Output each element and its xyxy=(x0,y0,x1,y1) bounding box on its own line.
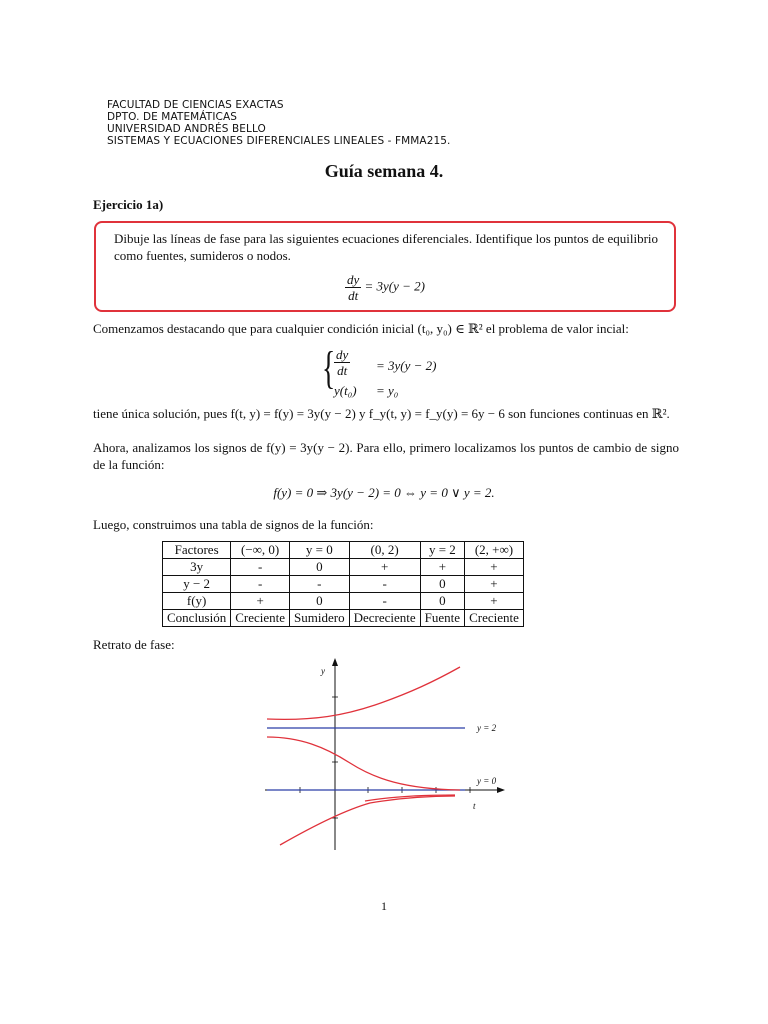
solution-curve-above-2 xyxy=(267,667,460,719)
header-university: UNIVERSIDAD ANDRÉS BELLO xyxy=(107,123,266,135)
t-axis-arrow xyxy=(497,787,505,793)
solution-curve-between xyxy=(267,737,460,790)
paragraph-initial-condition: Comenzamos destacando que para cualquier condición inicial (t₀, y₀) ∈ ℝ² el problema de valor incial: xyxy=(93,321,629,336)
phase-portrait-plot xyxy=(255,655,515,855)
table-row xyxy=(163,559,524,576)
table-cell: f(y) xyxy=(163,593,231,610)
table-cell: (−∞, 0) xyxy=(231,542,290,559)
table-cell: + xyxy=(420,559,464,576)
table-cell: Factores xyxy=(163,542,231,559)
table-cell: Conclusión xyxy=(163,610,231,627)
table-cell: + xyxy=(349,559,420,576)
table-row xyxy=(163,593,524,610)
y-axis-label: y xyxy=(321,666,325,676)
table-cell: 0 xyxy=(420,593,464,610)
system-row-1 xyxy=(334,347,350,378)
fraction-denominator: dt xyxy=(348,288,359,303)
system-derivative xyxy=(334,347,350,378)
sign-table xyxy=(162,541,524,627)
table-row xyxy=(163,610,524,627)
table-cell: 0 xyxy=(290,559,350,576)
table-cell: - xyxy=(231,576,290,593)
paragraph-sign-analysis: Ahora, analizamos los signos de f(y) = 3y(y − 2). Para ello, primero localizamos los puntos de cambio de signo de la función: xyxy=(93,440,679,472)
problem-equation xyxy=(96,272,674,303)
phase-portrait-label: Retrato de fase: xyxy=(93,637,175,652)
system-denominator: dt xyxy=(337,363,348,378)
system-row-1-rhs: = 3y(y − 2) xyxy=(376,358,437,373)
problem-box xyxy=(94,221,676,312)
table-cell: - xyxy=(231,559,290,576)
page-number: 1 xyxy=(381,899,387,913)
exercise-label: Ejercicio 1a) xyxy=(93,197,164,212)
table-cell: (2, +∞) xyxy=(465,542,524,559)
table-cell: + xyxy=(231,593,290,610)
header-course: SISTEMAS Y ECUACIONES DIFERENCIALES LINEALES - FMMA215. xyxy=(107,135,451,147)
table-cell: + xyxy=(465,593,524,610)
table-cell: 0 xyxy=(290,593,350,610)
t-axis-label: t xyxy=(473,801,476,811)
y-axis-arrow xyxy=(332,658,338,666)
equilibrium-label-y2: y = 2 xyxy=(477,723,497,733)
system-row-2-lhs: y(t₀) xyxy=(334,383,357,398)
table-cell: Creciente xyxy=(465,610,524,627)
equation-rhs: = 3y(y − 2) xyxy=(364,278,426,294)
table-cell: 0 xyxy=(420,576,464,593)
table-cell: - xyxy=(349,593,420,610)
table-cell: y = 2 xyxy=(420,542,464,559)
table-cell: + xyxy=(465,559,524,576)
fraction-numerator: dy xyxy=(346,272,360,287)
table-cell: Fuente xyxy=(420,610,464,627)
solution-curve-below-0 xyxy=(280,796,455,845)
roots-equation: f(y) = 0 ⇒ 3y(y − 2) = 0 ⇔ y = 0 ∨ y = 2. xyxy=(273,485,495,500)
table-cell: 3y xyxy=(163,559,231,576)
paragraph-table-intro: Luego, construimos una tabla de signos de la función: xyxy=(93,517,374,532)
header-department: DPTO. DE MATEMÁTICAS xyxy=(107,111,237,123)
table-cell: - xyxy=(290,576,350,593)
system-brace: { xyxy=(322,342,336,393)
page-title: Guía semana 4. xyxy=(324,161,444,181)
header-faculty: FACULTAD DE CIENCIAS EXACTAS xyxy=(107,99,284,111)
paragraph-uniqueness: tiene única solución, pues f(t, y) = f(y) = 3y(y − 2) y f_y(t, y) = f_y(y) = 6y − 6 son funciones continuas en ℝ². xyxy=(93,406,670,421)
problem-text: Dibuje las líneas de fase para las siguientes ecuaciones diferenciales. Identifique los puntos de equilibrio como fuentes, sumideros o nodos. xyxy=(114,231,659,263)
table-row xyxy=(163,576,524,593)
table-cell: y − 2 xyxy=(163,576,231,593)
table-cell: - xyxy=(349,576,420,593)
table-cell: y = 0 xyxy=(290,542,350,559)
derivative-fraction xyxy=(345,272,361,303)
equilibrium-label-y0: y = 0 xyxy=(477,776,497,786)
table-header-row xyxy=(163,542,524,559)
document-header xyxy=(107,99,451,147)
table-cell: Creciente xyxy=(231,610,290,627)
table-cell: + xyxy=(465,576,524,593)
table-cell: (0, 2) xyxy=(349,542,420,559)
table-cell: Decreciente xyxy=(349,610,420,627)
table-cell: Sumidero xyxy=(290,610,350,627)
system-numerator: dy xyxy=(336,347,349,362)
system-row-2-rhs: = y₀ xyxy=(376,383,399,398)
